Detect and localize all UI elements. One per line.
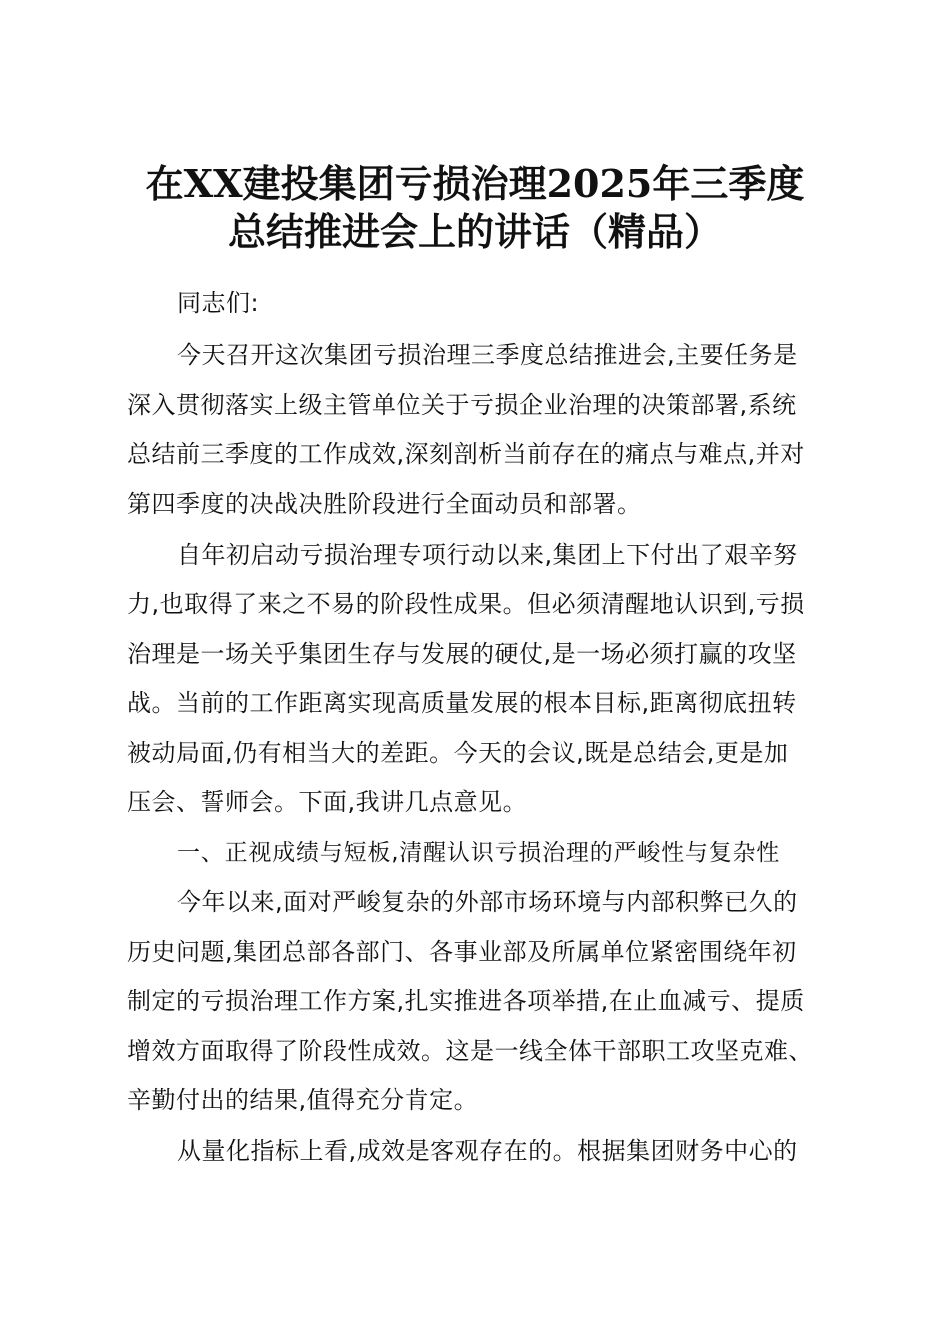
paragraph-3-line: 制定的亏损治理工作方案,扎实推进各项举措,在止血减亏、提质 (127, 987, 805, 1015)
document-title-line-1: 在XX建投集团亏损治理2025年三季度 (145, 161, 805, 206)
paragraph-2-line: 自年初启动亏损治理专项行动以来,集团上下付出了艰辛努 (177, 541, 798, 569)
paragraph-1-line: 深入贯彻落实上级主管单位关于亏损企业治理的决策部署,系统 (127, 391, 797, 419)
paragraph-1-line: 今天召开这次集团亏损治理三季度总结推进会,主要任务是 (177, 341, 798, 369)
paragraph-3-line: 今年以来,面对严峻复杂的外部市场环境与内部积弊已久的 (177, 888, 798, 916)
salutation: 同志们: (177, 289, 260, 317)
paragraph-2-line: 力,也取得了来之不易的阶段性成果。但必须清醒地认识到,亏损 (127, 590, 805, 618)
section-heading: 一、正视成绩与短板,清醒认识亏损治理的严峻性与复杂性 (177, 840, 781, 866)
paragraph-2-line: 被动局面,仍有相当大的差距。今天的会议,既是总结会,更是加 (127, 739, 789, 767)
paragraph-3-line: 辛勤付出的结果,值得充分肯定。 (127, 1086, 479, 1114)
paragraph-3-line: 增效方面取得了阶段性成效。这是一线全体干部职工攻坚克难、 (127, 1037, 813, 1065)
paragraph-2-line: 治理是一场关乎集团生存与发展的硬仗,是一场必须打赢的攻坚 (127, 640, 797, 668)
paragraph-1-line: 总结前三季度的工作成效,深刻剖析当前存在的痛点与难点,并对 (127, 440, 805, 468)
paragraph-1-line: 第四季度的决战决胜阶段进行全面动员和部署。 (127, 490, 642, 518)
paragraph-2-line: 压会、誓师会。下面,我讲几点意见。 (127, 788, 528, 816)
paragraph-3-line: 历史问题,集团总部各部门、各事业部及所属单位紧密围绕年初 (127, 938, 797, 966)
paragraph-4-line: 从量化指标上看,成效是客观存在的。根据集团财务中心的 (177, 1137, 798, 1165)
document-title-line-2: 总结推进会上的讲话（精品） (227, 209, 722, 254)
paragraph-2-line: 战。当前的工作距离实现高质量发展的根本目标,距离彻底扭转 (127, 689, 797, 717)
